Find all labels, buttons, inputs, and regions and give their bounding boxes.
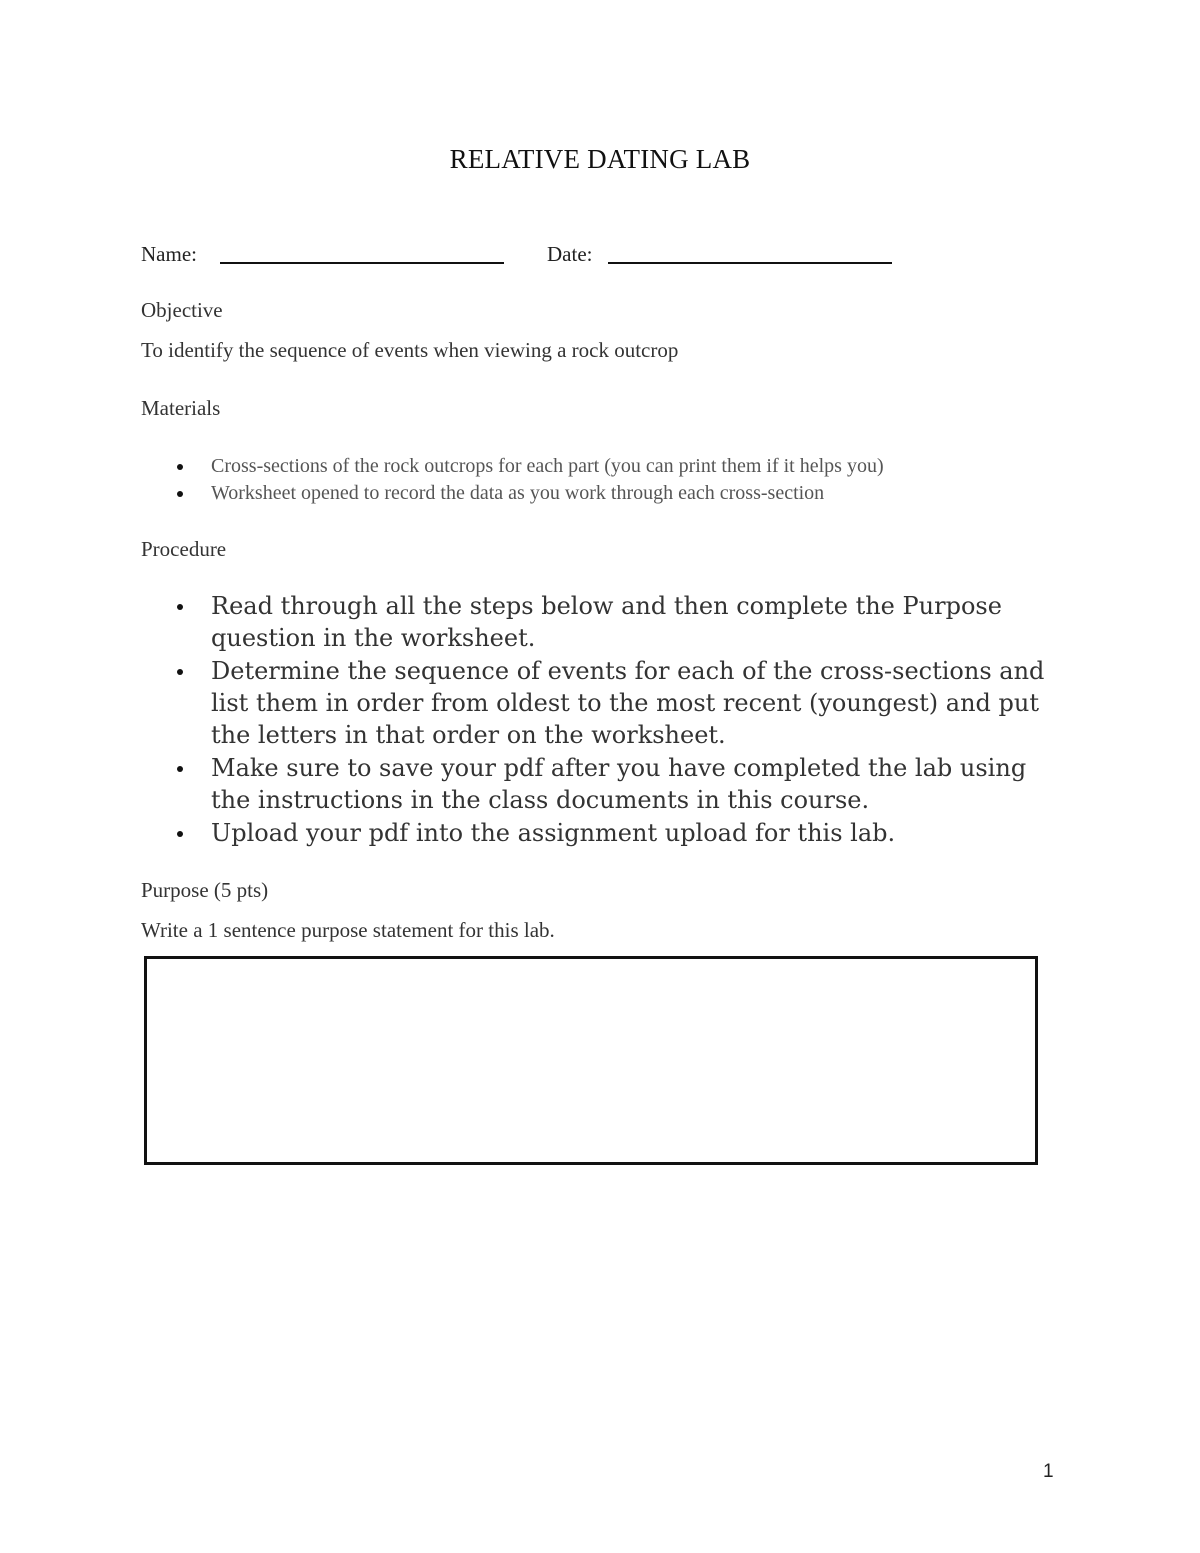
materials-heading: Materials bbox=[141, 396, 221, 420]
date-label: Date: bbox=[547, 242, 593, 266]
materials-list bbox=[141, 453, 884, 507]
list-item: Make sure to save your pdf after you have completed the lab using the instructions in the class documents in this course. bbox=[141, 752, 1061, 816]
purpose-heading: Purpose (5 pts) bbox=[141, 878, 269, 902]
procedure-list bbox=[141, 590, 1061, 850]
document-title: RELATIVE DATING LAB bbox=[449, 144, 751, 174]
name-label: Name: bbox=[141, 242, 197, 266]
date-blank-line[interactable] bbox=[608, 262, 892, 264]
procedure-heading: Procedure bbox=[141, 537, 227, 561]
name-blank-line[interactable] bbox=[220, 262, 504, 264]
objective-text: To identify the sequence of events when viewing a rock outcrop bbox=[141, 338, 679, 362]
name-date-row bbox=[141, 240, 901, 272]
list-item: Worksheet opened to record the data as you work through each cross-section bbox=[141, 480, 884, 507]
list-item: Upload your pdf into the assignment upload for this lab. bbox=[141, 817, 1061, 849]
list-item: Read through all the steps below and then complete the Purpose question in the worksheet. bbox=[141, 590, 1061, 654]
list-item: Determine the sequence of events for each of the cross-sections and list them in order from oldest to the most recent (youngest) and put the letters in that order on the worksheet. bbox=[141, 655, 1061, 751]
objective-heading: Objective bbox=[141, 298, 223, 322]
purpose-answer-box[interactable] bbox=[144, 956, 1038, 1165]
page-number: 1 bbox=[1043, 1461, 1054, 1482]
purpose-instruction: Write a 1 sentence purpose statement for this lab. bbox=[141, 918, 555, 942]
list-item: Cross-sections of the rock outcrops for each part (you can print them if it helps you) bbox=[141, 453, 884, 480]
